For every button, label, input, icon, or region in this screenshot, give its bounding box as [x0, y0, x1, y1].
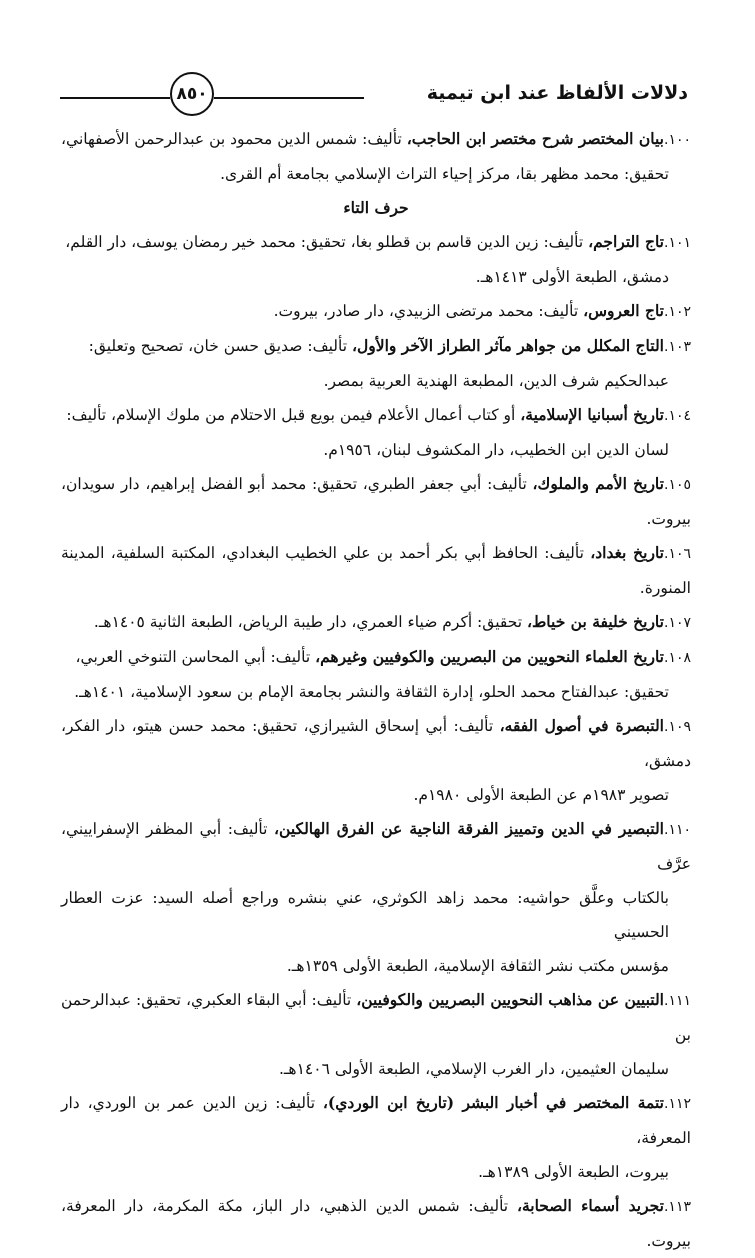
- entry-line: [61, 640, 691, 675]
- bibliography-entry: [61, 1189, 691, 1258]
- entry-title: التاج المكلل من جواهر مآثر الطراز الآخر والأول،: [351, 336, 664, 355]
- entry-number: ١٠٧.: [663, 615, 691, 631]
- entry-title: تاريخ بغداد،: [590, 543, 664, 562]
- entry-number: ١٠٢.: [663, 304, 691, 320]
- entry-continuation: عبدالحكيم شرف الدين، المطبعة الهندية العربية بمصر.: [323, 372, 669, 390]
- entry-details: تأليف: شمس الدين محمود بن عبدالرحمن الأصفهاني،: [61, 130, 407, 148]
- entry-line: [61, 329, 691, 364]
- entry-line: [61, 605, 691, 640]
- entry-line: [61, 225, 691, 260]
- bibliography-entry: [61, 1086, 691, 1189]
- entry-details: تأليف: الحافظ أبي بكر أحمد بن علي الخطيب البغدادي، المكتبة السلفية، المدينة المنورة.: [61, 544, 691, 597]
- entry-title: التبيين عن مذاهب النحويين البصريين والكوفيين،: [356, 990, 664, 1009]
- entry-number: ١٠٨.: [663, 650, 691, 666]
- entry-continuation: دمشق، الطبعة الأولى ١٤١٣هـ.: [475, 268, 669, 286]
- entry-continuation: سليمان العثيمين، دار الغرب الإسلامي، الطبعة الأولى ١٤٠٦هـ.: [278, 1060, 669, 1078]
- entry-title: التبصرة في أصول الفقه،: [499, 716, 664, 735]
- page-number: ٨٥٠: [170, 72, 214, 116]
- bibliography-list: [61, 122, 691, 1258]
- entry-number: ١٠٥.: [663, 477, 691, 493]
- entry-title: تجريد أسماء الصحابة،: [516, 1196, 664, 1215]
- page-header: [60, 68, 688, 118]
- entry-line: [61, 983, 691, 1052]
- entry-details: أو كتاب أعمال الأعلام فيمن بويع قبل الاحتلام من ملوك الإسلام، تأليف:: [66, 406, 521, 424]
- entry-details: تأليف: زين الدين قاسم بن قطلو بغا، تحقيق: محمد خير رمضان يوسف، دار القلم،: [65, 233, 589, 251]
- entry-details: تأليف: محمد مرتضى الزبيدي، دار صادر، بيروت.: [273, 302, 584, 320]
- entry-title: تاج العروس،: [583, 301, 664, 320]
- header-rule-right: [214, 97, 364, 99]
- entry-title: بيان المختصر شرح مختصر ابن الحاجب،: [406, 129, 664, 148]
- bibliography-entry: [61, 122, 691, 191]
- bibliography-entry: [61, 812, 691, 983]
- entry-details: تأليف: أبي المحاسن التنوخي العربي،: [75, 648, 316, 666]
- bibliography-entry: [61, 709, 691, 812]
- entry-line: [61, 812, 691, 881]
- bibliography-entry: [61, 640, 691, 709]
- entry-number: ١١٠.: [663, 822, 691, 838]
- entry-details: تأليف: أبي جعفر الطبري، تحقيق: محمد أبو الفضل إبراهيم، دار سويدان، بيروت.: [61, 475, 691, 528]
- entry-continuation: بيروت، الطبعة الأولى ١٣٨٩هـ.: [478, 1163, 669, 1181]
- entry-number: ١١٢.: [663, 1096, 691, 1112]
- entry-line: [61, 398, 691, 433]
- entry-title: تاريخ خليفة بن خياط،: [526, 612, 664, 631]
- entry-continuation: لسان الدين ابن الخطيب، دار المكشوف لبنان، ١٩٥٦م.: [323, 441, 669, 459]
- entry-details: تأليف: أبي البقاء العكبري، تحقيق: عبدالرحمن بن: [61, 991, 691, 1044]
- entry-number: ١٠٤.: [663, 408, 691, 424]
- bibliography-entry: [61, 536, 691, 605]
- entry-line: [61, 294, 691, 329]
- entry-continuation: تحقيق: عبدالفتاح محمد الحلو، إدارة الثقافة والنشر بجامعة الإمام بن سعود الإسلامية، ١٤٠١هـ.: [74, 683, 669, 701]
- running-title: دلالات الألفاظ عند ابن تيمية: [426, 82, 688, 104]
- entry-continuation: تحقيق: محمد مظهر بقا، مركز إحياء التراث الإسلامي بجامعة أم القرى.: [220, 165, 669, 183]
- entry-continuation: تصوير ١٩٨٣م عن الطبعة الأولى ١٩٨٠م.: [413, 786, 669, 804]
- entry-line: [61, 709, 691, 778]
- entry-continuation: بالكتاب وعلَّق حواشيه: محمد زاهد الكوثري، عني بنشره وراجع أصله السيد: عزت العطار الحسيني: [61, 889, 669, 941]
- bibliography-entry: [61, 398, 691, 467]
- bibliography-entry: [61, 329, 691, 398]
- entry-details: تأليف: أبي المظفر الإسفراييني، عرَّف: [61, 820, 691, 873]
- header-rule-left: [60, 97, 170, 99]
- entry-number: ١١١.: [663, 993, 691, 1009]
- entry-details: تأليف: زين الدين عمر بن الوردي، دار المعرفة،: [61, 1094, 691, 1147]
- entry-number: ١١٣.: [663, 1199, 691, 1215]
- entry-details: تحقيق: أكرم ضياء العمري، دار طيبة الرياض، الطبعة الثانية ١٤٠٥هـ.: [93, 613, 527, 631]
- entry-title: تتمة المختصر في أخبار البشر (تاريخ ابن الوردي)،: [322, 1093, 664, 1112]
- entry-details: تأليف: أبي إسحاق الشيرازي، تحقيق: محمد حسن هيتو، دار الفكر، دمشق،: [61, 717, 691, 770]
- entry-title: تاريخ العلماء النحويين من البصريين والكوفيين وغيرهم،: [315, 647, 664, 666]
- entry-line: [61, 536, 691, 605]
- entry-line: [61, 1189, 691, 1258]
- entry-title: التبصير في الدين وتمييز الفرقة الناجية عن الفرق الهالكين،: [274, 819, 664, 838]
- bibliography-entry: [61, 225, 691, 294]
- section-heading: حرف التاء: [343, 198, 409, 217]
- entry-number: ١٠١.: [663, 235, 691, 251]
- entry-details: تأليف: شمس الدين الذهبي، دار الباز، مكة المكرمة، دار المعرفة، بيروت.: [61, 1197, 691, 1250]
- entry-line: [61, 122, 691, 157]
- bibliography-entry: [61, 983, 691, 1086]
- bibliography-entry: [61, 605, 691, 640]
- entry-number: ١٠٩.: [664, 719, 692, 735]
- bibliography-entry: [61, 294, 691, 329]
- entry-title: تاريخ أسبانيا الإسلامية،: [520, 405, 664, 424]
- entry-title: تاج التراجم،: [588, 232, 664, 251]
- bibliography-entry: [61, 467, 691, 536]
- entry-details: تأليف: صديق حسن خان، تصحيح وتعليق:: [88, 337, 352, 355]
- entry-number: ١٠٣.: [663, 339, 691, 355]
- entry-title: تاريخ الأمم والملوك،: [532, 474, 664, 493]
- entry-number: ١٠٠.: [663, 132, 691, 148]
- entry-continuation: مؤسس مكتب نشر الثقافة الإسلامية، الطبعة الأولى ١٣٥٩هـ.: [286, 957, 669, 975]
- entry-line: [61, 1086, 691, 1155]
- entry-number: ١٠٦.: [663, 546, 691, 562]
- entry-line: [61, 467, 691, 536]
